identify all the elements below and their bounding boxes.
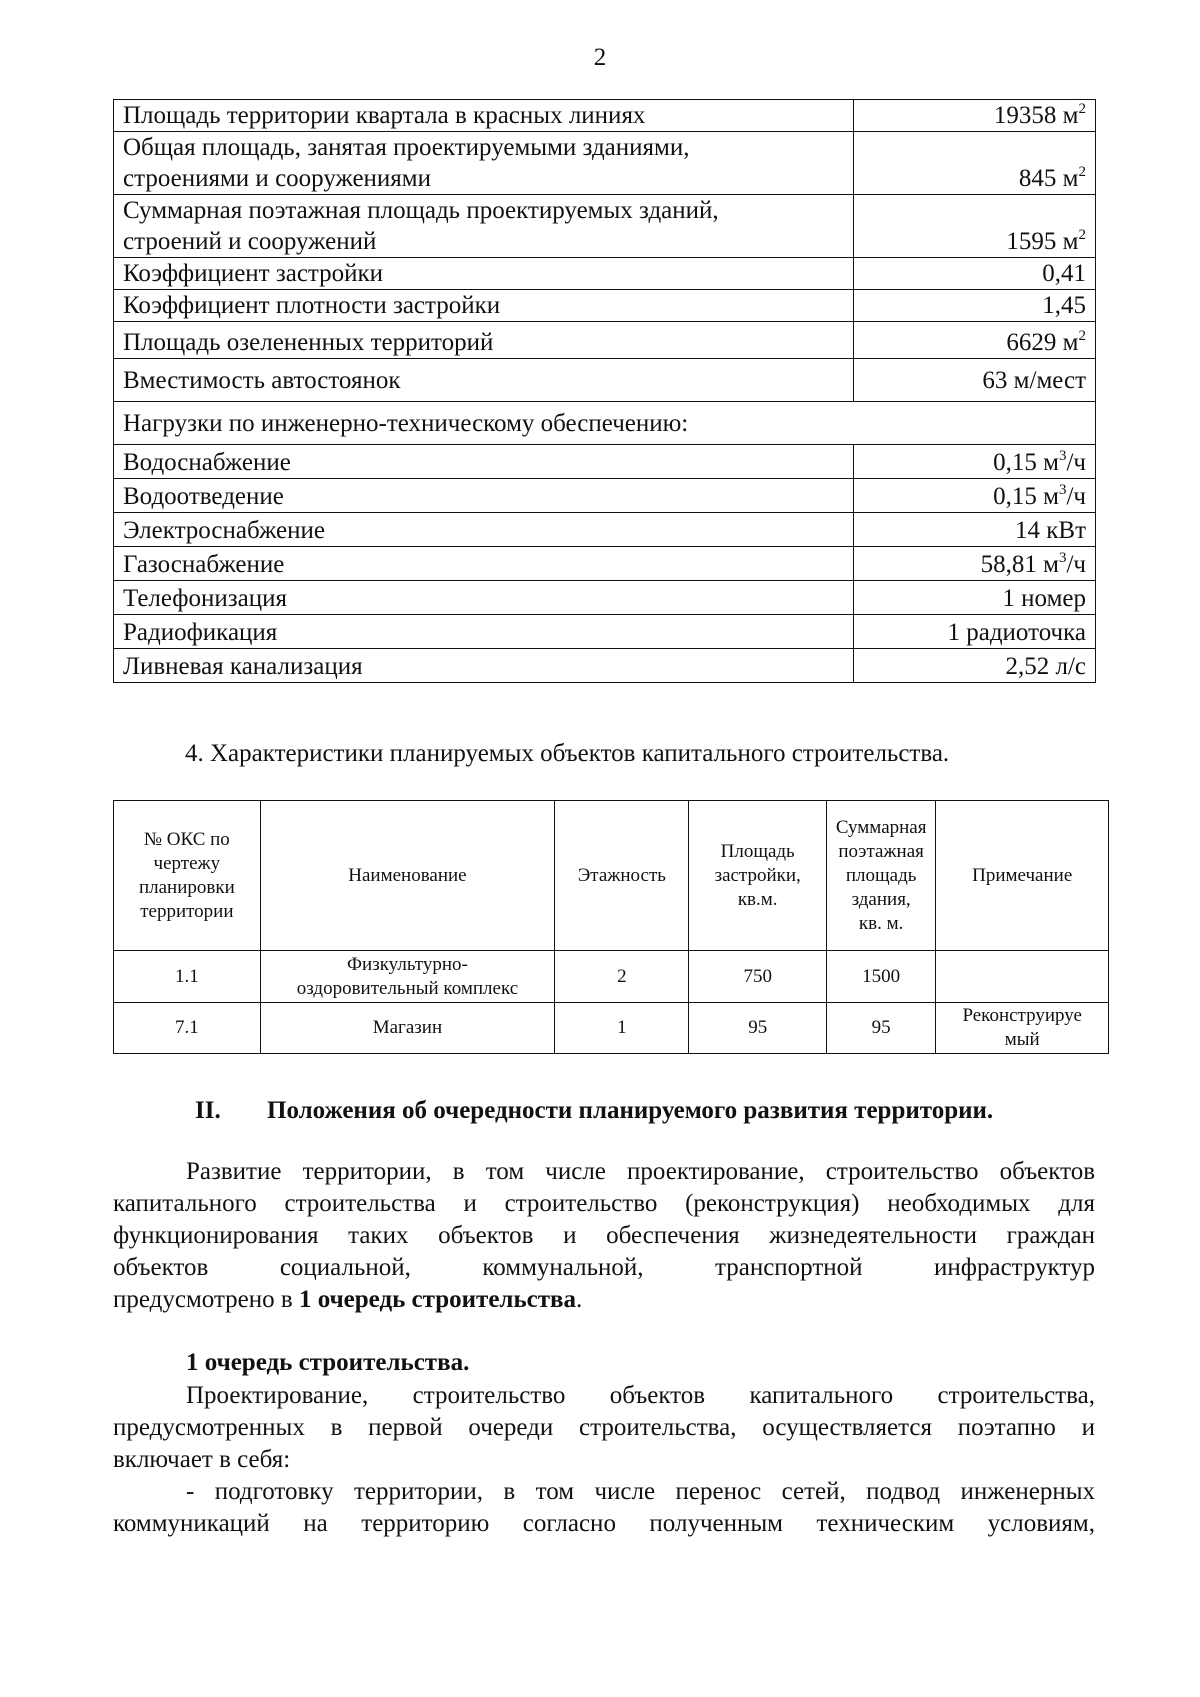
param-label: Телефонизация [114, 581, 854, 615]
table-row [114, 479, 1096, 513]
text-line: капитального строительства и строительство (реконструкция) необходимых для [113, 1190, 1095, 1217]
cell-total-floor-area: 95 [826, 1003, 936, 1054]
param-value: 63 м/мест [853, 359, 1096, 402]
header-building-area: Площадь застройки, кв.м. [689, 801, 826, 951]
table-row [114, 615, 1096, 649]
param-value: 1,45 [853, 290, 1096, 322]
section-2-heading [195, 1097, 993, 1125]
table-row [114, 290, 1096, 322]
param-value: 0,15 $м^3/ч$ [853, 445, 1096, 479]
text-line: коммуникаций на территорию согласно полученным техническим условиям, [113, 1510, 1095, 1537]
cell-oks-number: 7.1 [114, 1003, 261, 1054]
param-value: 58,81 $м^3/ч$ [853, 547, 1096, 581]
cell-floors: 2 [555, 951, 689, 1003]
table-row [114, 513, 1096, 547]
subheading-stage-1: 1 очередь строительства. [186, 1349, 470, 1376]
cell-name: Физкультурно- оздоровительный комплекс [260, 951, 554, 1003]
param-label: Водоснабжение [114, 445, 854, 479]
param-value: 0,15 $м^3/ч$ [853, 479, 1096, 513]
table-row [114, 1003, 1109, 1054]
param-label: Водоотведение [114, 479, 854, 513]
table-row [114, 581, 1096, 615]
param-value: 14 кВт [853, 513, 1096, 547]
table-row [114, 547, 1096, 581]
header-note: Примечание [936, 801, 1109, 951]
table-row [114, 322, 1096, 359]
cell-floors: 1 [555, 1003, 689, 1054]
param-label: Радиофикация [114, 615, 854, 649]
param-value: 1 номер [853, 581, 1096, 615]
header-name: Наименование [260, 801, 554, 951]
text-line: - подготовку территории, в том числе перенос сетей, подвод инженерных [186, 1478, 1095, 1505]
cell-name: Магазин [260, 1003, 554, 1054]
text-line: функционирования таких объектов и обеспечения жизнедеятельности граждан [113, 1222, 1095, 1249]
text-line: предусмотрено в 1 очередь строительства. [113, 1286, 583, 1313]
table-row [114, 195, 1096, 258]
parameters-table [113, 99, 1096, 683]
text-line: включает в себя: [113, 1446, 291, 1473]
text-line: Развитие территории, в том числе проектирование, строительство объектов [186, 1158, 1095, 1185]
section-row-label: Нагрузки по инженерно-техническому обеспечению: [114, 402, 1096, 445]
text-line: предусмотренных в первой очереди строительства, осуществляется поэтапно и [113, 1414, 1095, 1441]
table-row [114, 258, 1096, 290]
cell-building-area: 750 [689, 951, 826, 1003]
param-value: 2,52 л/с [853, 649, 1096, 683]
param-value: 1 радиоточка [853, 615, 1096, 649]
param-label: Суммарная поэтажная площадь проектируемых зданий, строений и сооружений [114, 195, 854, 258]
page-number: 2 [593, 44, 607, 71]
table-row [114, 445, 1096, 479]
paragraph-design [113, 1380, 1095, 1476]
header-floors: Этажность [555, 801, 689, 951]
table-row [114, 100, 1096, 132]
table-row [114, 951, 1109, 1003]
section-4-title: 4. Характеристики планируемых объектов капитального строительства. [185, 740, 950, 767]
text-line: Проектирование, строительство объектов капитального строительства, [186, 1382, 1095, 1409]
table-row [114, 359, 1096, 402]
param-label: Электроснабжение [114, 513, 854, 547]
table-header-row [114, 801, 1109, 951]
param-value: 1595 $м^2$ [853, 195, 1096, 258]
table-row [114, 132, 1096, 195]
param-label: Площадь территории квартала в красных линиях [114, 100, 854, 132]
header-total-floor-area: Суммарная поэтажная площадь здания, кв. м. [826, 801, 936, 951]
paragraph-preparation [113, 1476, 1095, 1540]
param-value: 6629 $м^2$ [853, 322, 1096, 359]
param-label: Ливневая канализация [114, 649, 854, 683]
cell-note: Реконструируе мый [936, 1003, 1109, 1054]
param-label: Общая площадь, занятая проектируемыми зданиями, строениями и сооружениями [114, 132, 854, 195]
oks-table [113, 800, 1109, 1054]
param-label: Коэффициент плотности застройки [114, 290, 854, 322]
param-label: Площадь озелененных территорий [114, 322, 854, 359]
param-value: 19358 $м^2$ [853, 100, 1096, 132]
param-value: 0,41 [853, 258, 1096, 290]
table-row [114, 402, 1096, 445]
section-2-title: Положения об очередности планируемого развития территории. [267, 1097, 994, 1124]
cell-total-floor-area: 1500 [826, 951, 936, 1003]
param-label: Вместимость автостоянок [114, 359, 854, 402]
cell-building-area: 95 [689, 1003, 826, 1054]
cell-note [936, 951, 1109, 1003]
param-label: Газоснабжение [114, 547, 854, 581]
cell-oks-number: 1.1 [114, 951, 261, 1003]
table-row [114, 649, 1096, 683]
section-2-number: II. [195, 1097, 221, 1124]
text-line: объектов социальной, коммунальной, транспортной инфраструктур [113, 1254, 1095, 1281]
param-label: Коэффициент застройки [114, 258, 854, 290]
header-oks-number: № ОКС по чертежу планировки территории [114, 801, 261, 951]
param-value: 845 $м^2$ [853, 132, 1096, 195]
paragraph-development [113, 1156, 1095, 1316]
